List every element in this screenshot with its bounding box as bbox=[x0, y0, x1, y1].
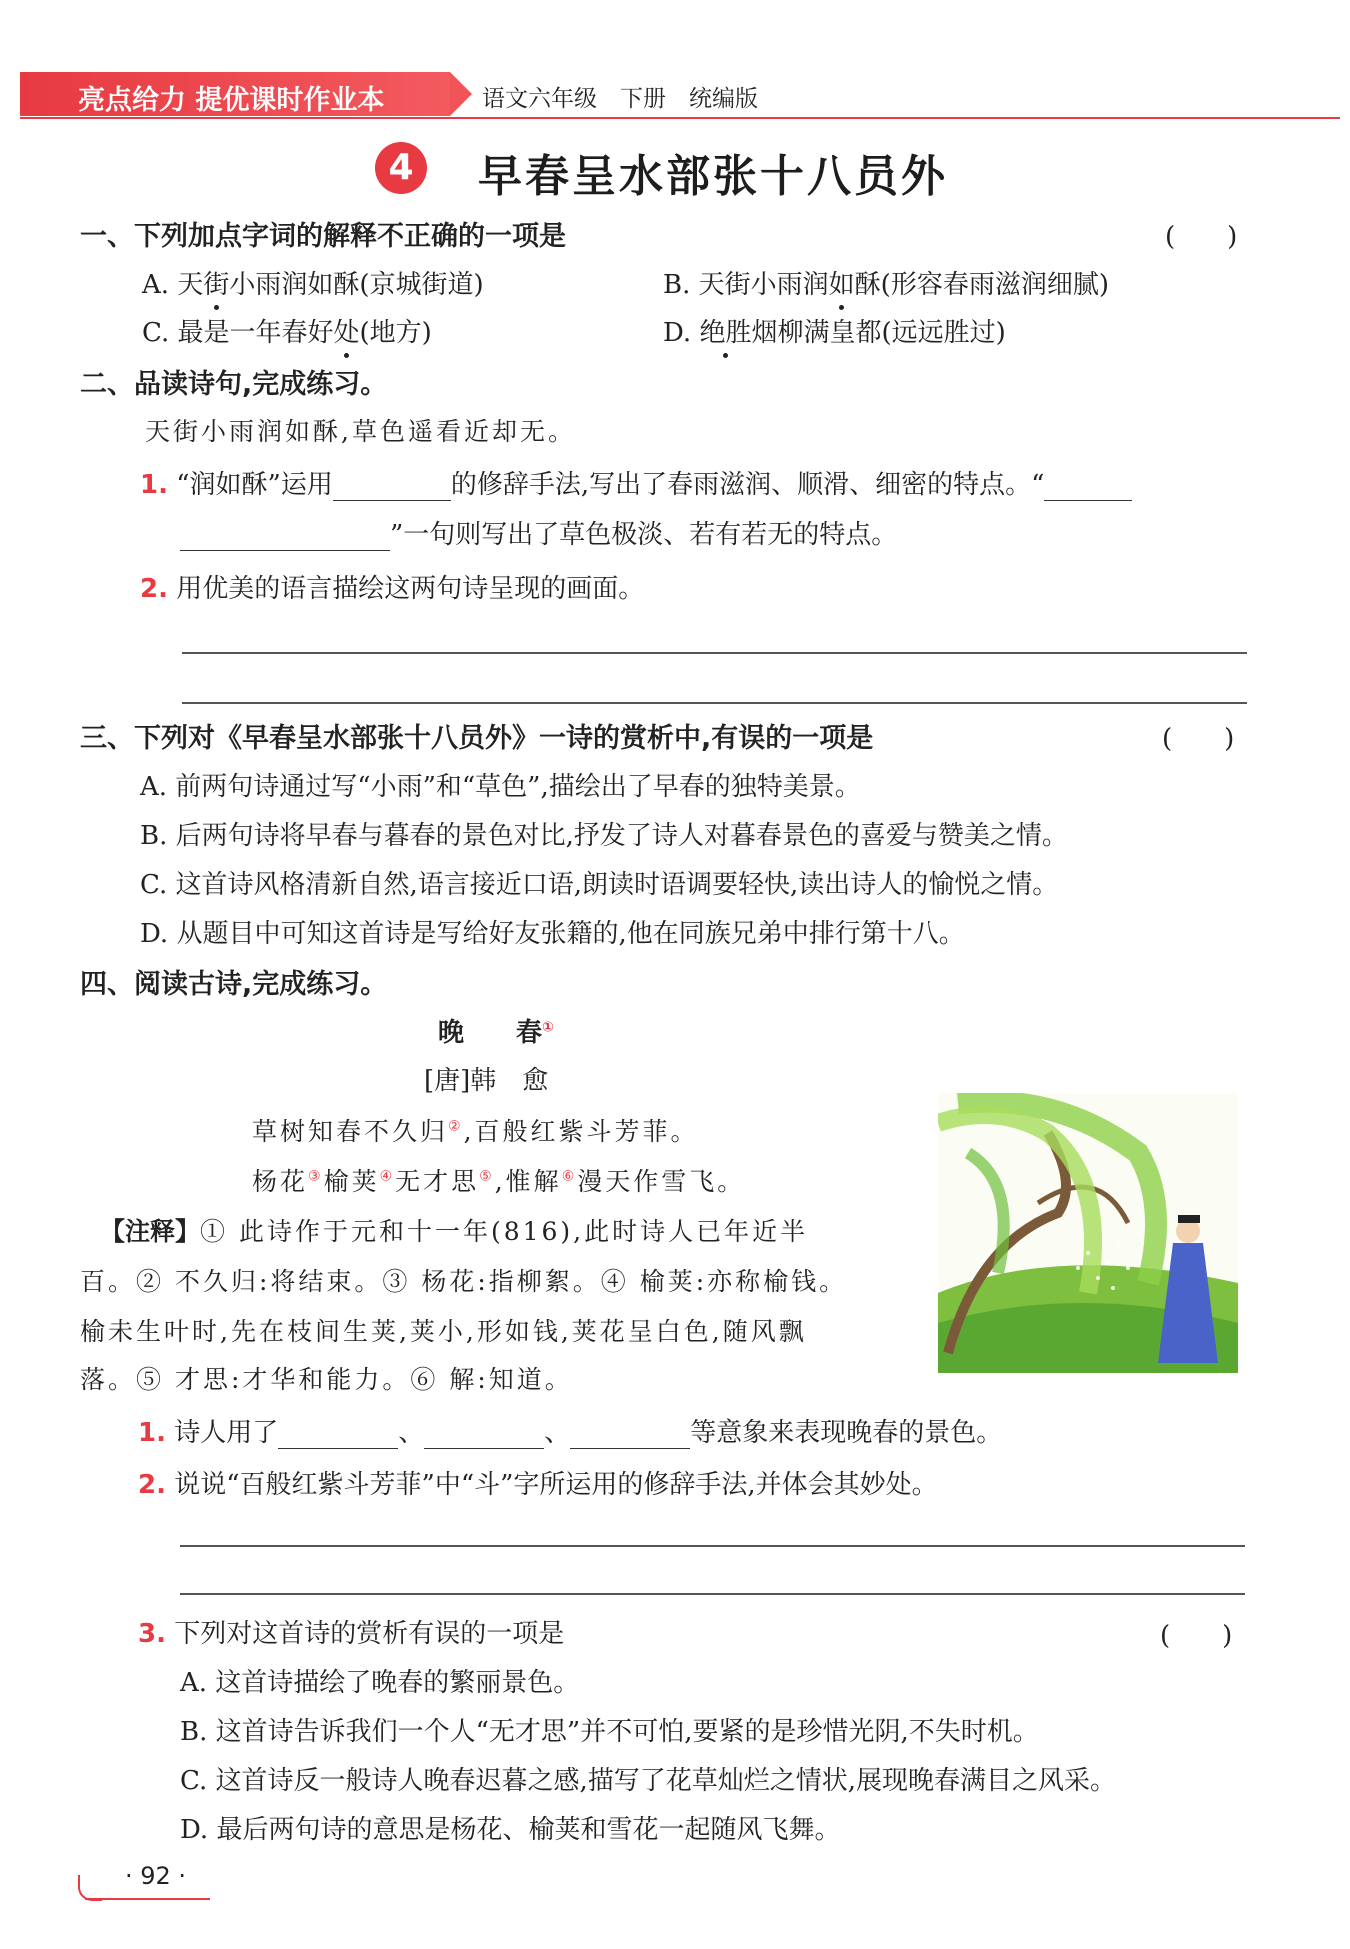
poem-line-1: 草树知春不久归②,百般红紫斗芳菲。 bbox=[252, 1117, 699, 1146]
header-book-info: 语文六年级 下册 统编版 bbox=[482, 86, 758, 112]
scholar-hat bbox=[1178, 1215, 1200, 1223]
notes-line-3: 榆未生叶时,先在枝间生荚,荚小,形如钱,荚花呈白色,随风飘 bbox=[80, 1317, 807, 1346]
section3-option-b: B. 后两句诗将早春与暮春的景色对比,抒发了诗人对暮春景色的喜爱与赞美之情。 bbox=[140, 821, 1068, 851]
section4-q3: 3. 下列对这首诗的赏析有误的一项是 bbox=[138, 1619, 565, 1649]
blank-input[interactable] bbox=[180, 522, 390, 551]
section3-option-c: C. 这首诗风格清新自然,语言接近口语,朗读时语调要轻快,读出诗人的愉悦之情。 bbox=[140, 870, 1059, 900]
page-number: · 92 · bbox=[125, 1862, 187, 1890]
poem-author: [唐]韩 愈 bbox=[424, 1066, 549, 1096]
section2-poem-line: 天街小雨润如酥,草色遥看近却无。 bbox=[145, 417, 576, 446]
section1-option-d: D. 绝胜烟柳满皇都(远远胜过) bbox=[663, 312, 1006, 349]
section3-option-d: D. 从题目中可知这首诗是写给好友张籍的,他在同族兄弟中排行第十八。 bbox=[140, 919, 965, 949]
section4-q3-answer-paren[interactable]: ( ) bbox=[1160, 1621, 1233, 1651]
section1-option-a: A. 天街小雨润如酥(京城街道) bbox=[142, 264, 484, 301]
notes-line-1: 【注释】① 此诗作于元和十一年(816),此时诗人已年近半 bbox=[100, 1217, 809, 1246]
answer-line[interactable] bbox=[182, 652, 1247, 654]
poem-title: 晚 春① bbox=[438, 1018, 554, 1048]
answer-line[interactable] bbox=[180, 1545, 1245, 1547]
section3-heading: 三、下列对《早春呈水部张十八员外》一诗的赏析中,有误的一项是 bbox=[80, 723, 874, 754]
header-series-title: 亮点给力 提优课时作业本 bbox=[78, 85, 385, 116]
section2-q1-line1: 1. “润如酥”运用 的修辞手法,写出了春雨滋润、顺滑、细密的特点。“ bbox=[140, 464, 1132, 501]
section4-q1: 1. 诗人用了 、 、 等意象来表现晚春的景色。 bbox=[138, 1418, 1003, 1448]
section2-heading: 二、品读诗句,完成练习。 bbox=[80, 369, 388, 400]
blank-input[interactable] bbox=[424, 1420, 544, 1449]
poem-line-2: 杨花③榆荚④无才思⑤,惟解⑥漫天作雪飞。 bbox=[252, 1167, 746, 1196]
section2-q1-line2: ”一句则写出了草色极淡、若有若无的特点。 bbox=[180, 514, 897, 551]
lesson-title: 早春呈水部张十八员外 bbox=[478, 151, 948, 202]
section3-answer-paren[interactable]: ( ) bbox=[1162, 724, 1235, 754]
section4-q2: 2. 说说“百般红紫斗芳菲”中“斗”字所运用的修辞手法,并体会其妙处。 bbox=[138, 1470, 938, 1500]
blank-input[interactable] bbox=[570, 1420, 690, 1449]
section2-q2: 2. 用优美的语言描绘这两句诗呈现的画面。 bbox=[140, 574, 645, 604]
dotted-word: 润如酥 bbox=[803, 264, 881, 301]
section4-q3-option-b: B. 这首诗告诉我们一个人“无才思”并不可怕,要紧的是珍惜光阴,不失时机。 bbox=[180, 1717, 1039, 1747]
section4-q3-option-d: D. 最后两句诗的意思是杨花、榆荚和雪花一起随风飞舞。 bbox=[180, 1815, 841, 1845]
section1-answer-paren[interactable]: ( ) bbox=[1165, 222, 1238, 252]
notes-line-4: 落。⑤ 才思:才华和能力。⑥ 解:知道。 bbox=[80, 1365, 573, 1394]
answer-line[interactable] bbox=[180, 1593, 1245, 1595]
section1-option-c: C. 最是一年春好处(地方) bbox=[142, 312, 432, 349]
blank-input[interactable] bbox=[333, 472, 451, 501]
notes-line-2: 百。② 不久归:将结束。③ 杨花:指柳絮。④ 榆荚:亦称榆钱。 bbox=[80, 1267, 848, 1296]
section3-option-a: A. 前两句诗通过写“小雨”和“草色”,描绘出了早春的独特美景。 bbox=[140, 772, 861, 802]
section1-heading: 一、下列加点字词的解释不正确的一项是 bbox=[80, 221, 566, 252]
blank-input[interactable] bbox=[1044, 472, 1132, 501]
header-rule bbox=[20, 117, 1340, 119]
lesson-number-badge: 4 bbox=[375, 142, 427, 194]
section4-heading: 四、阅读古诗,完成练习。 bbox=[80, 969, 388, 1000]
section4-q3-option-c: C. 这首诗反一般诗人晚春迟暮之感,描写了花草灿烂之情状,展现晚春满目之风采。 bbox=[180, 1766, 1117, 1796]
section1-option-b: B. 天街小雨润如酥(形容春雨滋润细腻) bbox=[663, 264, 1109, 301]
blank-input[interactable] bbox=[278, 1420, 398, 1449]
page-number-underline bbox=[85, 1898, 210, 1900]
willow-scholar-illustration bbox=[938, 1093, 1238, 1373]
section4-q3-option-a: A. 这首诗描绘了晚春的繁丽景色。 bbox=[180, 1668, 580, 1698]
answer-line[interactable] bbox=[182, 702, 1247, 704]
